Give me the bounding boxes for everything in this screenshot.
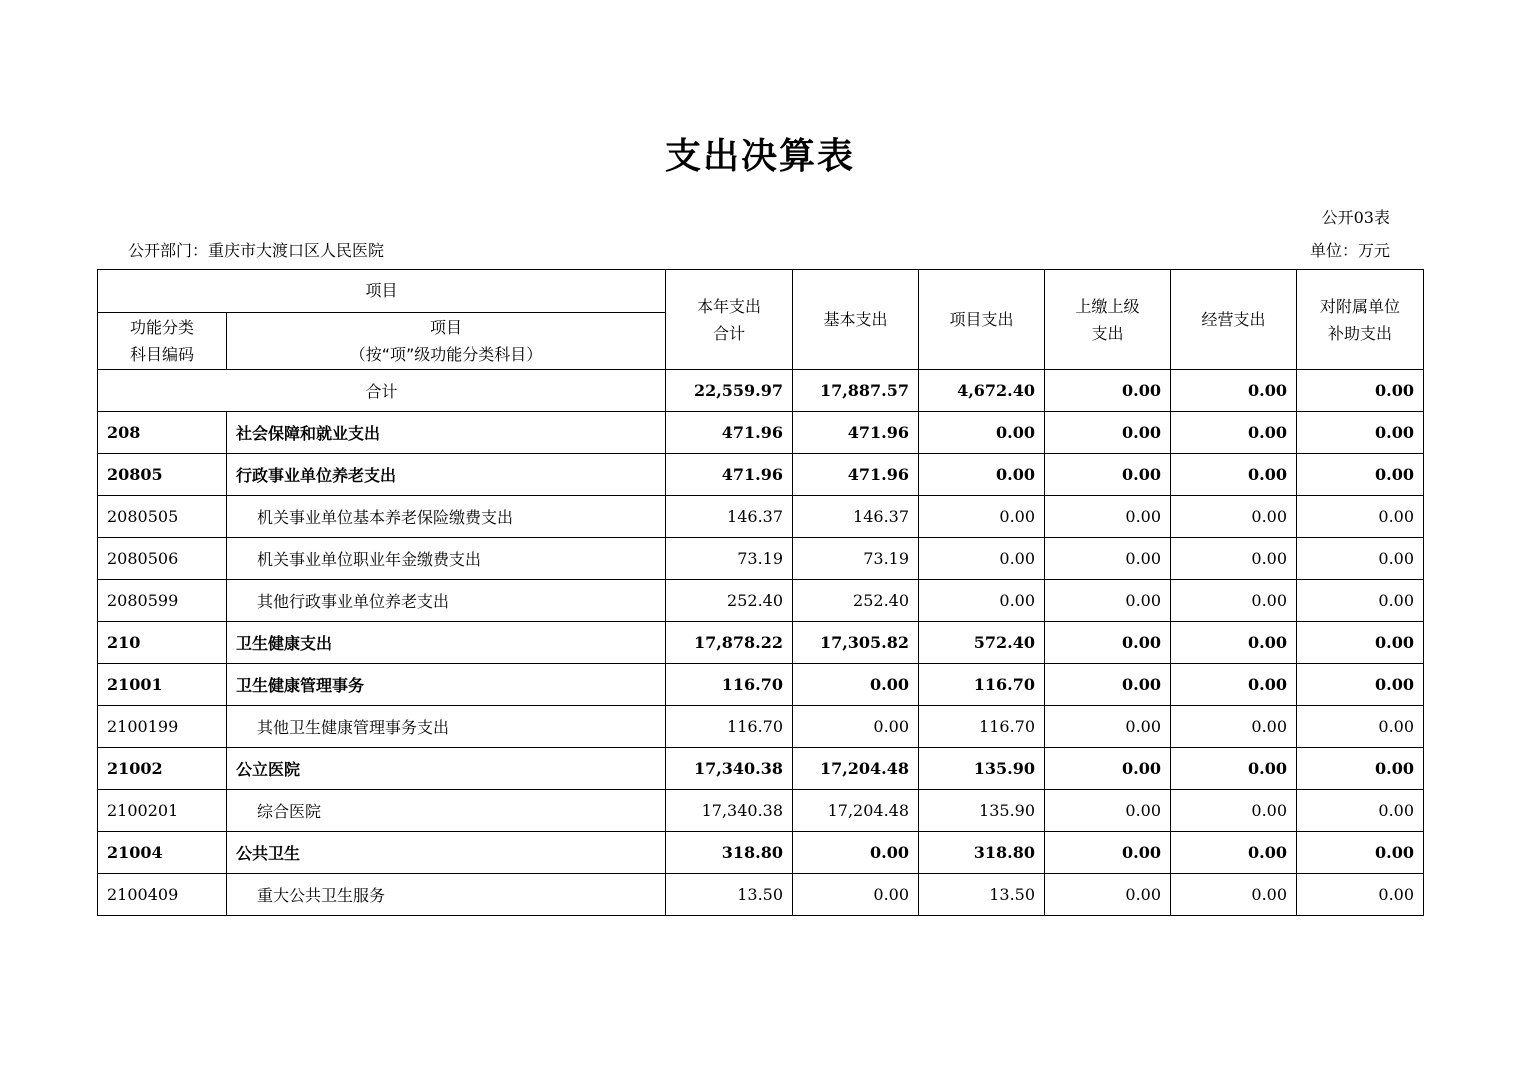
row-remit: 0.00: [1045, 580, 1171, 622]
row-basic: 146.37: [793, 496, 919, 538]
row-remit: 0.00: [1045, 748, 1171, 790]
row-subsidy: 0.00: [1297, 790, 1424, 832]
header-project: 项目支出: [919, 270, 1045, 370]
header-operating: 经营支出: [1171, 270, 1297, 370]
row-total: 471.96: [666, 412, 793, 454]
row-total: 13.50: [666, 874, 793, 916]
row-operating: 0.00: [1171, 706, 1297, 748]
row-project: 0.00: [919, 496, 1045, 538]
table-row: [98, 412, 1424, 454]
row-code: 2080599: [98, 580, 227, 622]
row-operating: 0.00: [1171, 454, 1297, 496]
row-basic: 0.00: [793, 664, 919, 706]
row-code: 2100201: [98, 790, 227, 832]
row-subsidy: 0.00: [1297, 496, 1424, 538]
row-name: 卫生健康管理事务: [227, 664, 666, 706]
form-number: 公开03表: [1321, 208, 1390, 227]
row-project: 116.70: [919, 706, 1045, 748]
row-remit: 0.00: [1045, 454, 1171, 496]
table-row: [98, 538, 1424, 580]
row-basic: 17,204.48: [793, 748, 919, 790]
row-name: 公共卫生: [227, 832, 666, 874]
total-row: [98, 370, 1424, 412]
row-operating: 0.00: [1171, 832, 1297, 874]
row-operating: 0.00: [1171, 790, 1297, 832]
row-code: 2080505: [98, 496, 227, 538]
table-row: [98, 874, 1424, 916]
row-project: 0.00: [919, 454, 1045, 496]
row-code: 210: [98, 622, 227, 664]
row-total: 252.40: [666, 580, 793, 622]
row-code: 21001: [98, 664, 227, 706]
row-name: 重大公共卫生服务: [227, 874, 666, 916]
row-project: 0.00: [919, 580, 1045, 622]
total-operating: 0.00: [1171, 370, 1297, 412]
row-name: 机关事业单位职业年金缴费支出: [227, 538, 666, 580]
row-code: 2080506: [98, 538, 227, 580]
row-subsidy: 0.00: [1297, 580, 1424, 622]
row-basic: 73.19: [793, 538, 919, 580]
row-subsidy: 0.00: [1297, 748, 1424, 790]
row-operating: 0.00: [1171, 580, 1297, 622]
row-operating: 0.00: [1171, 412, 1297, 454]
row-project: 135.90: [919, 790, 1045, 832]
row-subsidy: 0.00: [1297, 622, 1424, 664]
total-label: 合计: [98, 370, 666, 412]
header-subsidy: 对附属单位 补助支出: [1297, 270, 1424, 370]
row-code: 20805: [98, 454, 227, 496]
row-subsidy: 0.00: [1297, 832, 1424, 874]
row-name: 综合医院: [227, 790, 666, 832]
row-project: 116.70: [919, 664, 1045, 706]
page-title: 支出决算表: [664, 136, 855, 177]
row-operating: 0.00: [1171, 496, 1297, 538]
table-row: [98, 622, 1424, 664]
row-remit: 0.00: [1045, 538, 1171, 580]
total-subsidy: 0.00: [1297, 370, 1424, 412]
unit-label: 单位：万元: [1309, 241, 1390, 260]
row-operating: 0.00: [1171, 874, 1297, 916]
row-remit: 0.00: [1045, 622, 1171, 664]
row-total: 146.37: [666, 496, 793, 538]
row-name: 社会保障和就业支出: [227, 412, 666, 454]
row-basic: 252.40: [793, 580, 919, 622]
row-code: 21004: [98, 832, 227, 874]
row-project: 572.40: [919, 622, 1045, 664]
row-total: 73.19: [666, 538, 793, 580]
row-total: 471.96: [666, 454, 793, 496]
total-basic: 17,887.57: [793, 370, 919, 412]
row-basic: 17,305.82: [793, 622, 919, 664]
row-name: 其他行政事业单位养老支出: [227, 580, 666, 622]
header-code: 功能分类 科目编码: [98, 313, 227, 370]
row-total: 17,340.38: [666, 748, 793, 790]
total-amount: 22,559.97: [666, 370, 793, 412]
row-remit: 0.00: [1045, 874, 1171, 916]
header-remit: 上缴上级 支出: [1045, 270, 1171, 370]
row-remit: 0.00: [1045, 832, 1171, 874]
row-project: 13.50: [919, 874, 1045, 916]
header-total: 本年支出 合计: [666, 270, 793, 370]
total-remit: 0.00: [1045, 370, 1171, 412]
row-code: 208: [98, 412, 227, 454]
row-remit: 0.00: [1045, 790, 1171, 832]
row-name: 机关事业单位基本养老保险缴费支出: [227, 496, 666, 538]
row-subsidy: 0.00: [1297, 538, 1424, 580]
row-remit: 0.00: [1045, 496, 1171, 538]
row-total: 116.70: [666, 706, 793, 748]
expenditure-table: [97, 269, 1424, 916]
table-row: [98, 454, 1424, 496]
row-code: 2100409: [98, 874, 227, 916]
row-basic: 471.96: [793, 454, 919, 496]
row-basic: 0.00: [793, 874, 919, 916]
header-item-group: 项目: [98, 270, 666, 313]
row-remit: 0.00: [1045, 706, 1171, 748]
row-total: 17,878.22: [666, 622, 793, 664]
row-total: 116.70: [666, 664, 793, 706]
table-row: [98, 706, 1424, 748]
row-operating: 0.00: [1171, 748, 1297, 790]
row-code: 21002: [98, 748, 227, 790]
row-basic: 0.00: [793, 706, 919, 748]
table-row: [98, 664, 1424, 706]
row-subsidy: 0.00: [1297, 874, 1424, 916]
row-basic: 471.96: [793, 412, 919, 454]
row-total: 318.80: [666, 832, 793, 874]
header-basic: 基本支出: [793, 270, 919, 370]
row-total: 17,340.38: [666, 790, 793, 832]
row-operating: 0.00: [1171, 622, 1297, 664]
row-basic: 17,204.48: [793, 790, 919, 832]
table-row: [98, 790, 1424, 832]
row-name: 其他卫生健康管理事务支出: [227, 706, 666, 748]
row-project: 0.00: [919, 412, 1045, 454]
row-operating: 0.00: [1171, 538, 1297, 580]
row-remit: 0.00: [1045, 412, 1171, 454]
table-row: [98, 580, 1424, 622]
row-name: 行政事业单位养老支出: [227, 454, 666, 496]
row-subsidy: 0.00: [1297, 412, 1424, 454]
row-name: 公立医院: [227, 748, 666, 790]
table-row: [98, 832, 1424, 874]
header-name: 项目 （按“项”级功能分类科目）: [227, 313, 666, 370]
row-operating: 0.00: [1171, 664, 1297, 706]
row-project: 0.00: [919, 538, 1045, 580]
row-subsidy: 0.00: [1297, 454, 1424, 496]
row-project: 135.90: [919, 748, 1045, 790]
department-label: 公开部门：重庆市大渡口区人民医院: [128, 241, 385, 260]
table-row: [98, 496, 1424, 538]
row-name: 卫生健康支出: [227, 622, 666, 664]
row-remit: 0.00: [1045, 664, 1171, 706]
row-basic: 0.00: [793, 832, 919, 874]
table-row: [98, 748, 1424, 790]
row-project: 318.80: [919, 832, 1045, 874]
row-subsidy: 0.00: [1297, 664, 1424, 706]
row-subsidy: 0.00: [1297, 706, 1424, 748]
row-code: 2100199: [98, 706, 227, 748]
total-project: 4,672.40: [919, 370, 1045, 412]
